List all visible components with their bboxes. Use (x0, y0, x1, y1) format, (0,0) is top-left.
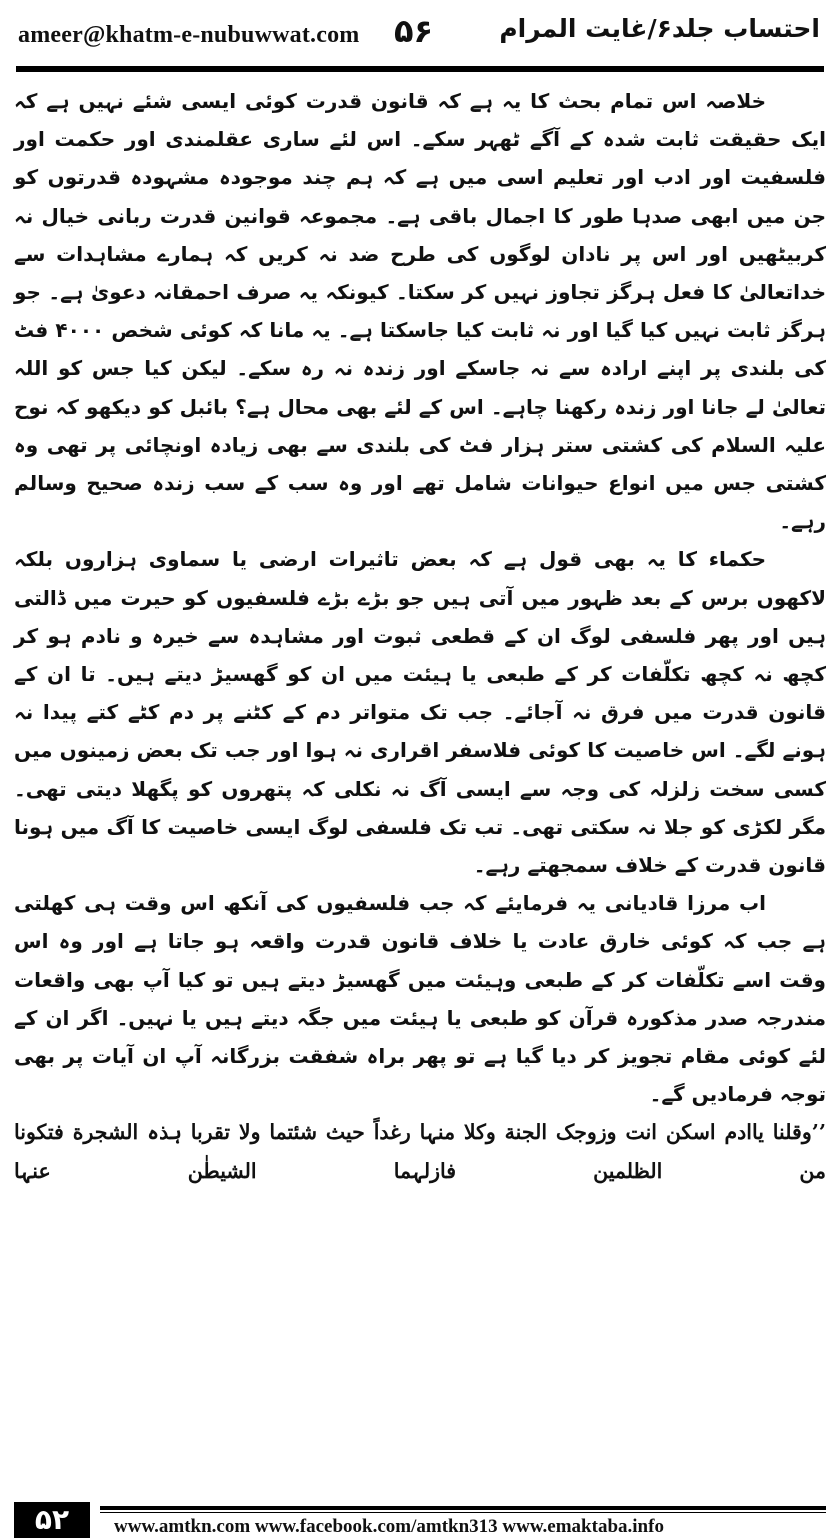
footer-urls[interactable]: www.amtkn.com www.facebook.com/amtkn313 www.emaktaba.info (114, 1516, 664, 1537)
header-page-number: ۵۶ (394, 12, 434, 50)
paragraph-1: خلاصہ اس تمام بحث کا یہ ہے کہ قانون قدرت کوئی ایسی شئے نہیں ہے کہ ایک حقیقت ثابت شدہ کے آگے ٹھہر سکے۔ اس لئے ساری عقلمندی اور حکمت اور فلسفیت اور ادب اور تعلیم اسی میں ہے کہ ہم چند موجودہ مشہودہ قدرتوں کو جن میں ابھی صدہا طور کا اجمال باقی ہے۔ مجموعہ قوانین قدرت ربانی خیال نہ کربیٹھیں اور اس پر نادان لوگوں کی طرح ضد نہ کریں کہ ہمارے مشاہدات سے خداتعالیٰ کا فعل ہرگز تجاوز نہیں کر سکتا۔ کیونکہ یہ صرف احمقانہ دعویٰ ہے۔ جو ہرگز ثابت نہیں کیا گیا اور نہ ثابت کیا جاسکتا ہے۔ یہ مانا کہ کوئی شخص ۴۰۰۰ فٹ کی بلندی پر اپنے ارادہ سے نہ جاسکے اور زندہ نہ رہ سکے۔ لیکن کیا جس کو اللہ تعالیٰ لے جانا اور زندہ رکھنا چاہے۔ اس کے لئے بھی محال ہے؟ بائبل کو دیکھو کہ نوح علیہ السلام کی کشتی ستر ہزار فٹ کی بلندی سے بھی زیادہ اونچائی پر تھی وہ کشتی جس میں انواع حیوانات شامل تھے اور وہ سب کے سب زندہ صحیح وسالم رہے۔ (14, 89, 827, 534)
paragraph-2: حکماء کا یہ بھی قول ہے کہ بعض تاثیرات ارضی یا سماوی ہزاروں بلکہ لاکھوں برس کے بعد ظہور میں آتی ہیں جو بڑے بڑے فلسفیوں کو حیرت میں ڈالتی ہیں اور پھر فلسفی لوگ ان کے قطعی ثبوت اور مشاہدہ سے خیرہ و نادم ہو کر کچھ نہ کچھ تکلّفات کر کے طبعی یا ہیئت میں ان کو گھسیڑ دیتے ہیں۔ تا ان کے قانون قدرت میں فرق نہ آجائے۔ جب تک متواتر دم کے کٹنے پر دم کٹے کتے پیدا نہ ہونے لگے۔ اس خاصیت کا کوئی فلاسفر اقراری نہ ہوا اور جب تک بعض زمینوں میں کسی سخت زلزلہ کی وجہ سے ایسی آگ نہ نکلی کہ پتھروں کو پگھلا دیتی تھی۔ مگر لکڑی کو جلا نہ سکتی تھی۔ تب تک فلسفی لوگ ایسی خاصیت کا آگ میں ہونا قانون قدرت کے خلاف سمجھتے رہے۔ (14, 547, 826, 878)
paragraph-3: اب مرزا قادیانی یہ فرمایئے کہ جب فلسفیوں کی آنکھ اس وقت ہی کھلتی ہے جب کہ کوئی خارق عادت یا خلاف قانون قدرت واقعہ ہو جاتا ہے اور وہ اس وقت اسے تکلّفات کر کے طبعی وہیئت میں گھسیڑ دیتے ہیں تو کیا آپ بھی واقعات مندرجہ صدر مذکورہ قرآن کو طبعی یا ہیئت میں جگہ دیتے ہیں یا نہیں۔ اگر ان کے لئے کوئی مقام تجویز کر دیا گیا ہے تو پھر براہ شفقت بزرگانہ آپ ان آیات پر بھی توجہ فرمادیں گے۔ (14, 891, 826, 1107)
quran-quote: ’’وقلنا یاادم اسکن انت وزوجک الجنة وکلا منہا رغداً حیث شئتما ولا تقربا ہذہ الشجرة فتکونا من الظلمین فازلہما الشیطٰن عنہا (14, 1120, 826, 1183)
header-rule (16, 66, 824, 72)
footer-rule-thin (100, 1512, 826, 1513)
header-email[interactable]: ameer@khatm-e-nubuwwat.com (18, 22, 360, 48)
header-book-title: احتساب جلد۶/غایت المرام (499, 14, 820, 43)
footer-rule (100, 1506, 826, 1510)
page-footer (0, 1500, 840, 1540)
page-header (0, 0, 840, 80)
page-body (14, 82, 826, 1190)
footer-page-number: ۵۲ (14, 1502, 90, 1538)
